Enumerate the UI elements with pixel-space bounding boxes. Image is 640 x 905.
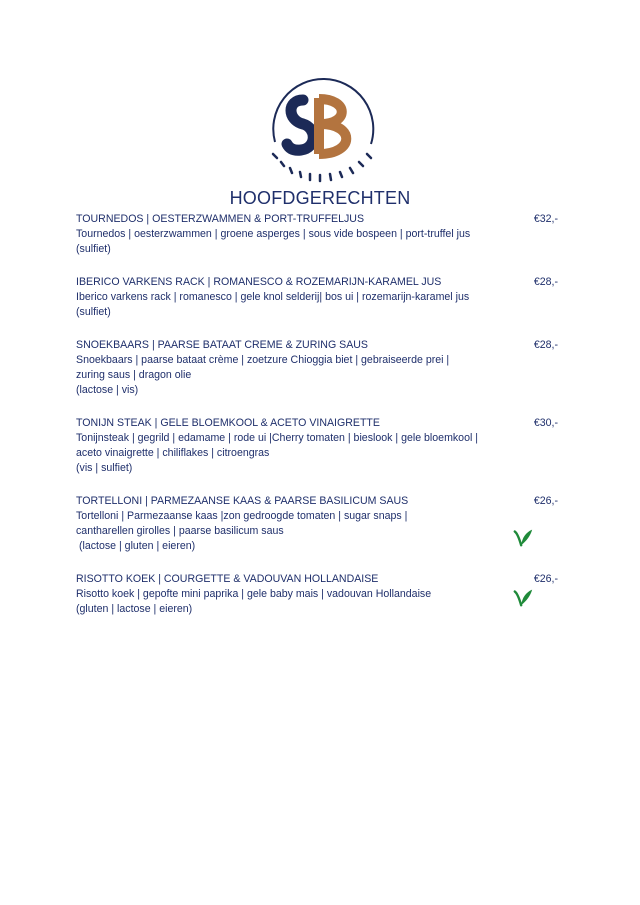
dish-description [76,587,562,617]
vegetarian-icon [512,526,534,548]
description-line: Iberico varkens rack | romanesco | gele knol selderij| bos ui | rozemarijn-karamel jus [76,291,470,303]
dish-price: €30,- [533,417,558,429]
dish-price: €28,- [533,339,558,351]
menu-list [76,212,562,635]
description-line: Risotto koek | gepofte mini paprika | gele baby mais | vadouvan Hollandaise [76,588,432,600]
description-line: Tonijnsteak | gegrild | edamame | rode ui |Cherry tomaten | bieslook | gele bloemkool | [76,432,479,444]
vegetarian-icon [512,586,534,608]
dish-description [76,509,562,554]
dish-price: €32,- [533,213,558,225]
dish-price: €28,- [533,276,558,288]
menu-item [76,572,562,617]
dish-title: IBERICO VARKENS RACK | ROMANESCO & ROZEMARIJN-KARAMEL JUS [76,276,442,288]
dish-title: TOURNEDOS | OESTERZWAMMEN & PORT-TRUFFELJUS [76,213,365,225]
dish-title: SNOEKBAARS | PAARSE BATAAT CREME & ZURING SAUS [76,339,368,351]
dish-price: €26,- [533,573,558,585]
description-line: (gluten | lactose | eieren) [76,603,193,615]
menu-item [76,494,562,554]
description-line: (lactose | vis) [76,384,139,396]
description-line: Snoekbaars | paarse bataat crème | zoetzure Chioggia biet | gebraiseerde prei | [76,354,450,366]
page-title: HOOFDGERECHTEN [229,188,411,208]
menu-item [76,275,562,320]
description-line: (sulfiet) [76,243,111,255]
dish-description [76,227,562,257]
description-line: cantharellen girolles | paarse basilicum saus [76,525,284,537]
dish-description [76,353,562,398]
description-line: aceto vinaigrette | chiliflakes | citroengras [76,447,270,459]
dish-title: TONIJN STEAK | GELE BLOEMKOOL & ACETO VINAIGRETTE [76,417,380,429]
dish-price: €26,- [533,495,558,507]
description-line: (vis | sulfiet) [76,462,133,474]
dish-description [76,431,562,476]
description-line: Tortelloni | Parmezaanse kaas |zon gedroogde tomaten | sugar snaps | [76,510,408,522]
menu-item [76,212,562,257]
dish-description [76,290,562,320]
description-line: Tournedos | oesterzwammen | groene asperges | sous vide bospeen | port-truffel jus [76,228,471,240]
description-line: (lactose | gluten | eieren) [76,540,196,552]
menu-item [76,416,562,476]
dish-title: RISOTTO KOEK | COURGETTE & VADOUVAN HOLLANDAISE [76,573,379,585]
description-line: (sulfiet) [76,306,111,318]
dish-title: TORTELLONI | PARMEZAANSE KAAS & PAARSE BASILICUM SAUS [76,495,409,507]
menu-item [76,338,562,398]
restaurant-logo [263,74,383,192]
description-line: zuring saus | dragon olie [76,369,192,381]
